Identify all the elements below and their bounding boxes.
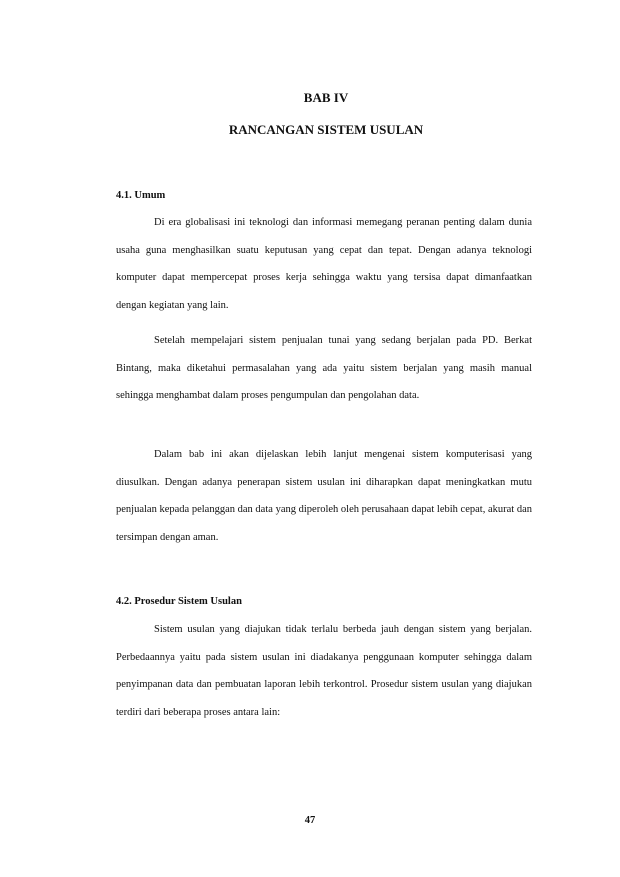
paragraph: Setelah mempelajari sistem penjualan tunai yang sedang berjalan pada PD. Berkat Bintang, maka diketahui permasalahan yang ada yaitu sistem berjalan yang masih manual sehingga menghambat dalam proses pengumpulan dan pengolahan data. <box>116 335 532 401</box>
chapter-title: RANCANGAN SISTEM USULAN <box>228 122 424 137</box>
paragraph: Sistem usulan yang diajukan tidak terlalu berbeda jauh dengan sistem yang berjalan. Perbedaannya yaitu pada sistem usulan ini diadakanya penggunaan komputer sehingga dalam penyimpanan data dan pembuatan laporan lebih terkontrol. Prosedur sistem usulan yang diajukan terdiri dari beberapa proses antara lain: <box>116 624 532 718</box>
section-heading-prosedur: 4.2. Prosedur Sistem Usulan <box>116 596 242 607</box>
chapter-label: BAB IV <box>303 90 349 105</box>
page-number: 47 <box>304 815 316 826</box>
paragraph: Di era globalisasi ini teknologi dan informasi memegang peranan penting dalam dunia usaha guna menghasilkan suatu keputusan yang cepat dan tepat. Dengan adanya teknologi komputer dapat mempercepat proses kerja sehingga waktu yang tersisa dapat dimanfaatkan dengan kegiatan yang lain. <box>116 217 532 311</box>
section-heading-umum: 4.1. Umum <box>116 190 166 201</box>
paragraph: Dalam bab ini akan dijelaskan lebih lanjut mengenai sistem komputerisasi yang diusulkan. Dengan adanya penerapan sistem usulan ini diharapkan dapat meningkatkan mutu penjualan kepada pelanggan dan data yang diperoleh oleh perusahaan dapat lebih cepat, akurat dan tersimpan dengan aman. <box>116 449 532 543</box>
